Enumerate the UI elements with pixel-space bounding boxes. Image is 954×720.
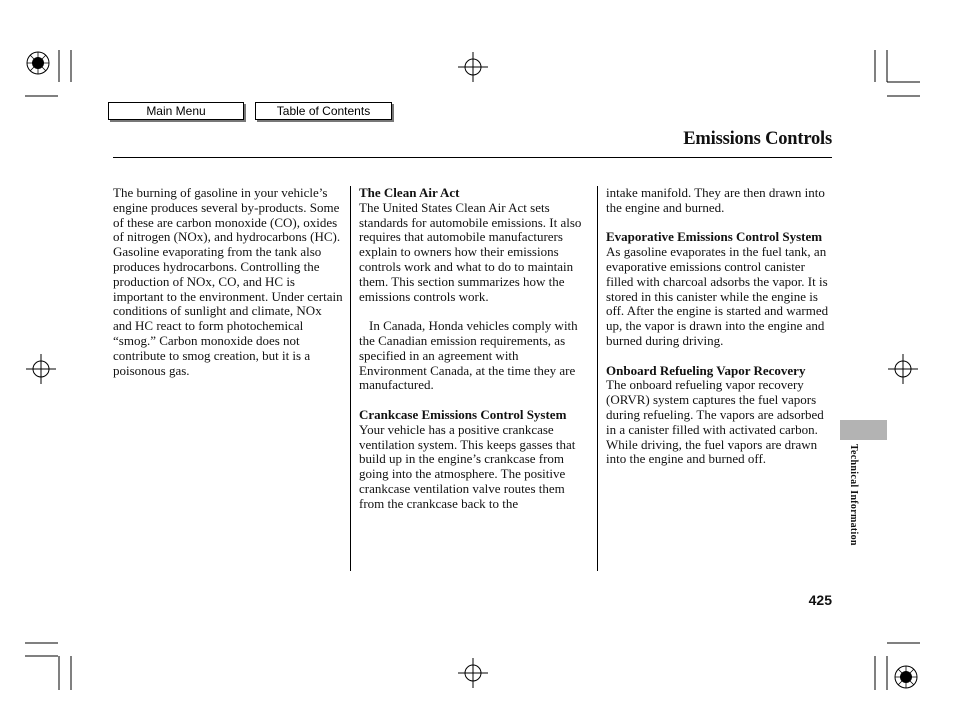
column-divider-1 xyxy=(350,186,351,571)
paragraph-canada: In Canada, Honda vehicles comply with the Canadian emission requirements, as specified in an agreement with Environment Canada, at the time they are manufactured. xyxy=(359,318,578,393)
heading-crankcase: Crankcase Emissions Control System xyxy=(359,406,567,422)
paragraph-clean-air-act: The United States Clean Air Act sets standards for automobile emissions. It also requires that automobile manufacturers explain to owners how their emissions controls work and what to do to maintain them. This section summarizes how the emissions controls work. xyxy=(359,199,582,304)
heading-evaporative: Evaporative Emissions Control System xyxy=(606,229,823,245)
section-label: Technical Information xyxy=(848,444,859,546)
paragraph-crankcase-continued: intake manifold. They are then drawn into the engine and burned. xyxy=(606,185,825,215)
table-of-contents-button[interactable]: Table of Contents xyxy=(255,102,392,120)
column-divider-2 xyxy=(597,186,598,571)
section-tab xyxy=(840,420,887,440)
paragraph-orvr: The onboard refueling vapor recovery (ORVR) system captures the fuel vapors during refueling. The vapors are adsorbed in a canister filled with activated carbon. While driving, the fuel vapors are drawn into the engine and burned off. xyxy=(606,377,824,467)
intro-paragraph: The burning of gasoline in your vehicle’s engine produces several by-products. Some of these are carbon monoxide (CO), oxides of nitrogen (NOx), and hydrocarbons (HC). Gasoline evaporating from the tank also produces hydrocarbons. Controlling the production of NOx, CO, and HC is important to the environment. Under certain conditions of sunlight and climate, NOx and HC react to form photochemical “smog.” Carbon monoxide does not contribute to smog creation, but it is a poisonous gas. xyxy=(113,185,343,378)
page-title: Emissions Controls xyxy=(683,129,832,149)
text-column-2 xyxy=(359,186,589,512)
page-number: 425 xyxy=(808,592,832,608)
text-column-1 xyxy=(113,186,343,378)
paragraph-crankcase: Your vehicle has a positive crankcase ventilation system. This keeps gasses that build up in the engine’s crankcase from going into the atmosphere. The positive crankcase ventilation valve routes them from the crankcase back to the xyxy=(359,421,576,511)
paragraph-evaporative: As gasoline evaporates in the fuel tank, an evaporative emissions control canister filled with charcoal adsorbs the vapor. It is stored in this canister while the engine is off. After the engine is started and warmed up, the vapor is drawn into the engine and burned during driving. xyxy=(606,244,829,348)
heading-clean-air-act: The Clean Air Act xyxy=(359,185,460,200)
text-column-3 xyxy=(606,186,834,467)
heading-orvr: Onboard Refueling Vapor Recovery xyxy=(606,362,806,378)
title-rule xyxy=(113,157,832,158)
main-menu-button[interactable]: Main Menu xyxy=(108,102,244,120)
